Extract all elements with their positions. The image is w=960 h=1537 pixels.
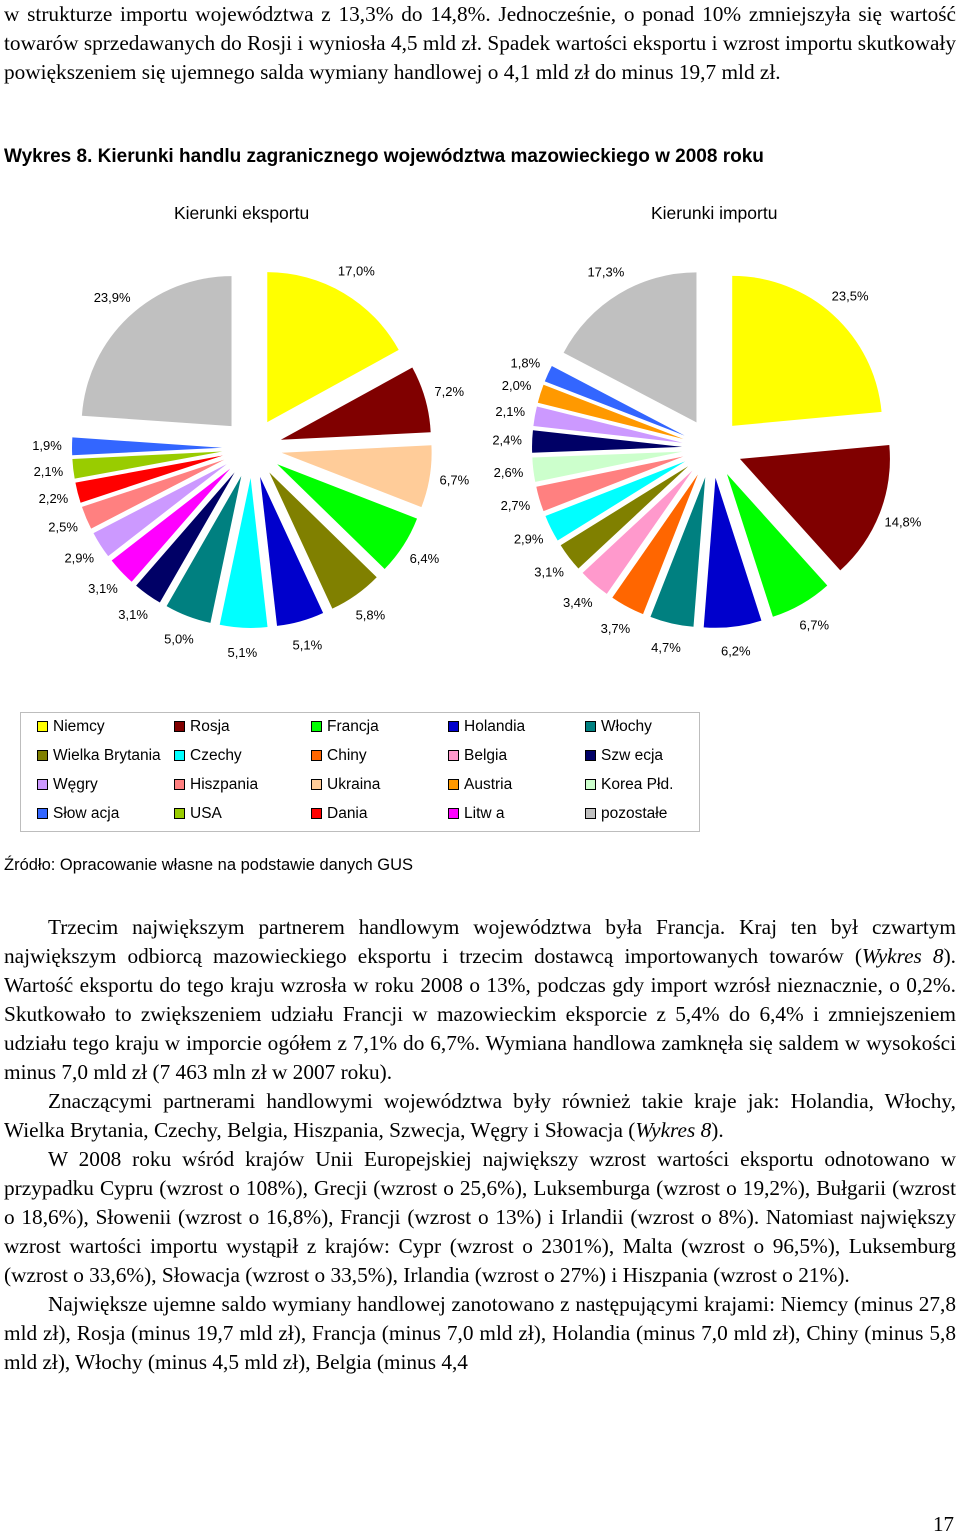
legend-swatch [311,750,322,761]
pie-slice-label: 2,5% [48,519,78,535]
pie-slice-label: 2,9% [513,531,544,547]
pie-slice-label: 3,4% [562,594,593,610]
legend-item [585,776,673,794]
pie-slice-label: 6,4% [409,550,440,566]
body-paragraph-3: W 2008 roku wśród krajów Unii Europejskiej największy wzrost wartości eksportu odnotowano w przypadku Cypru (wzrost o 108%), Grecji (wzrost o 25,6%), Luksemburga (wzrost o 19,2%), Bułgarii (wzrost o 18,6%), Słowenii (wzrost o 16,8%), Francji (wzrost o 13%) i Irlandii (wzrost o 8%). Natomiast największy wzrost wartości importu wystąpił z krajów: Cypr (wzrost o 2301%), Malta (wzrost o 96,5%), Luksemburg (wzrost o 33,6%), Słowacja (wzrost o 33,5%), Irlandia (wzrost o 27%) i Hiszpania (wzrost o 21%). [4,1147,956,1287]
legend-label: Francja [327,718,379,735]
pie-slice [72,437,222,455]
legend-swatch [174,779,185,790]
legend-label: Rosja [190,718,230,735]
legend-label: Czechy [190,747,242,764]
pie-slice-label: 17,3% [587,264,625,280]
pie-slice-label: 2,0% [501,378,532,394]
figure-source: Źródło: Opracowanie własne na podstawie danych GUS [4,856,414,874]
legend-label: Węgry [53,776,98,793]
legend-item [448,747,507,765]
pie-slice-label: 23,5% [831,288,869,304]
legend-label: Belgia [464,747,508,764]
legend-item [174,805,222,823]
legend-item [311,718,379,736]
legend-item [174,776,258,794]
pie-slice-label: 2,2% [38,490,69,506]
legend-item [37,718,105,736]
legend-label: Wielka Brytania [53,747,161,764]
legend-swatch [174,808,185,819]
legend-swatch [585,808,596,819]
legend-swatch [174,721,185,732]
legend-label: Austria [464,776,513,793]
pie-slice-label: 7,2% [434,384,465,400]
legend-swatch [311,808,322,819]
pie-slice-label: 3,1% [118,606,148,622]
pie-slice-label: 5,1% [227,644,258,660]
legend-item [37,747,161,765]
legend-swatch [448,721,459,732]
legend-item [174,747,242,765]
import-pie-chart [492,265,921,659]
legend-item [448,776,512,794]
chart-legend [20,712,700,832]
legend-item [585,805,667,823]
export-chart-title: Kierunki eksportu [174,203,310,223]
legend-label: Chiny [327,747,367,764]
legend-item [448,718,525,736]
legend-item [311,776,380,794]
body-text [4,913,956,1377]
pie-slice-label: 5,8% [355,607,386,623]
legend-item [37,776,98,794]
legend-swatch [448,779,459,790]
legend-label: Niemcy [53,718,105,735]
caption-label: Wykres 8. [4,146,93,167]
legend-swatch [585,750,596,761]
legend-label: Włochy [601,718,652,735]
body-paragraph-4: Największe ujemne saldo wymiany handlowej zanotowano z następującymi krajami: Niemcy (minus 27,8 mld zł), Rosja (minus 19,7 mld zł), Francja (minus 7,0 mld zł), Holandia (minus 7,0 mld zł), Chiny (minus 5,8 mld zł), Włochy (minus 4,5 mld zł), Belgia (minus 4,4 [4,1292,956,1374]
intro-paragraph [4,0,956,87]
figure-reference: Wykres 8 [635,1118,712,1142]
legend-label: Dania [327,805,368,822]
legend-label: pozostałe [601,805,668,822]
pie-slice [220,478,268,628]
body-paragraph-2: Znaczącymi partnerami handlowymi województwa były również takie kraje jak: Holandia, Włochy, Wielka Brytania, Czechy, Belgia, Hiszpania, Szwecja, Węgry i Słowacja (Wykres 8). [4,1089,956,1142]
legend-swatch [37,750,48,761]
pie-slice-label: 14,8% [884,514,922,530]
pie-slice-label: 6,2% [720,643,751,659]
pie-slice-label: 2,1% [495,403,526,419]
pie-slice-label: 6,7% [799,617,830,633]
pie-charts [0,260,960,700]
pie-slice-label: 2,7% [500,498,531,514]
legend-swatch [311,779,322,790]
pie-slice-label: 2,1% [33,463,64,479]
legend-label: Szw ecja [601,747,664,764]
export-pie-chart [32,264,469,660]
pie-slice-label: 3,1% [534,564,564,580]
pie-slice-label: 1,9% [32,438,62,454]
pie-slice-label: 2,4% [492,432,522,448]
legend-swatch [448,750,459,761]
legend-swatch [585,779,596,790]
pie-slice-label: 4,7% [651,639,681,655]
pie-slice-label: 17,0% [337,263,375,279]
pie-slice-label: 6,7% [439,472,470,488]
legend-item [174,718,230,736]
pie-slice-label: 3,1% [88,580,118,596]
import-chart-title: Kierunki importu [651,203,778,223]
pie-slice-label: 1,8% [510,355,541,371]
legend-item [311,805,368,823]
figure-reference: Wykres 8 [861,944,944,968]
legend-label: Hiszpania [190,776,259,793]
legend-item [37,805,119,823]
legend-swatch [174,750,185,761]
legend-item [311,747,367,765]
legend-label: Litw a [464,805,505,822]
pie-slice-label: 2,9% [64,550,95,566]
legend-swatch [448,808,459,819]
pie-slice-label: 3,7% [600,620,631,636]
figure-caption [4,146,764,168]
body-paragraph-1: Trzecim największym partnerem handlowym województwa była Francja. Kraj ten był czwartym największym odbiorcą mazowieckiego eksportu i trzecim dostawcą importowanych towarów (Wykres 8). Wartość eksportu do tego kraju wzrosła w roku 2008 o 13%, podczas gdy import wzrósł nieznacznie, o 0,2%. Skutkowało to zwiększeniem udziału Francji w mazowieckim eksporcie z 5,4% do 6,4% i zmniejszeniem udziału tego kraju w imporcie ogółem z 7,1% do 6,7%. Wymiana handlowa zamknęła się saldem w wysokości minus 7,0 mld zł (7 463 mln zł w 2007 roku). [4,915,956,1084]
pie-slice [564,272,697,422]
legend-label: Ukraina [327,776,381,793]
legend-item [585,718,652,736]
pie-slice-label: 23,9% [93,290,131,306]
legend-label: Słow acja [53,805,120,822]
pie-slice-label: 5,0% [164,631,194,647]
legend-swatch [37,721,48,732]
legend-item [585,747,663,765]
pie-slice-label: 5,1% [292,637,323,653]
page-number: 17 [933,1512,954,1536]
pie-slice-label: 2,6% [493,464,524,480]
legend-label: Holandia [464,718,526,735]
legend-swatch [37,779,48,790]
legend-swatch [585,721,596,732]
legend-label: Korea Płd. [601,776,674,793]
intro-text: w strukturze importu województwa z 13,3% do 14,8%. Jednocześnie, o ponad 10% zmniejszyła się wartość towarów sprzedawanych do Rosji i wyniosła 4,5 mld zł. Spadek wartości eksportu i wzrost importu skutkowały powiększeniem się ujemnego salda wymiany handlowej o 4,1 mld zł do minus 19,7 mld zł. [4,2,956,84]
legend-swatch [311,721,322,732]
legend-label: USA [190,805,222,822]
caption-text: Kierunki handlu zagranicznego województwa mazowieckiego w 2008 roku [97,146,764,167]
legend-swatch [37,808,48,819]
legend-item [448,805,505,823]
